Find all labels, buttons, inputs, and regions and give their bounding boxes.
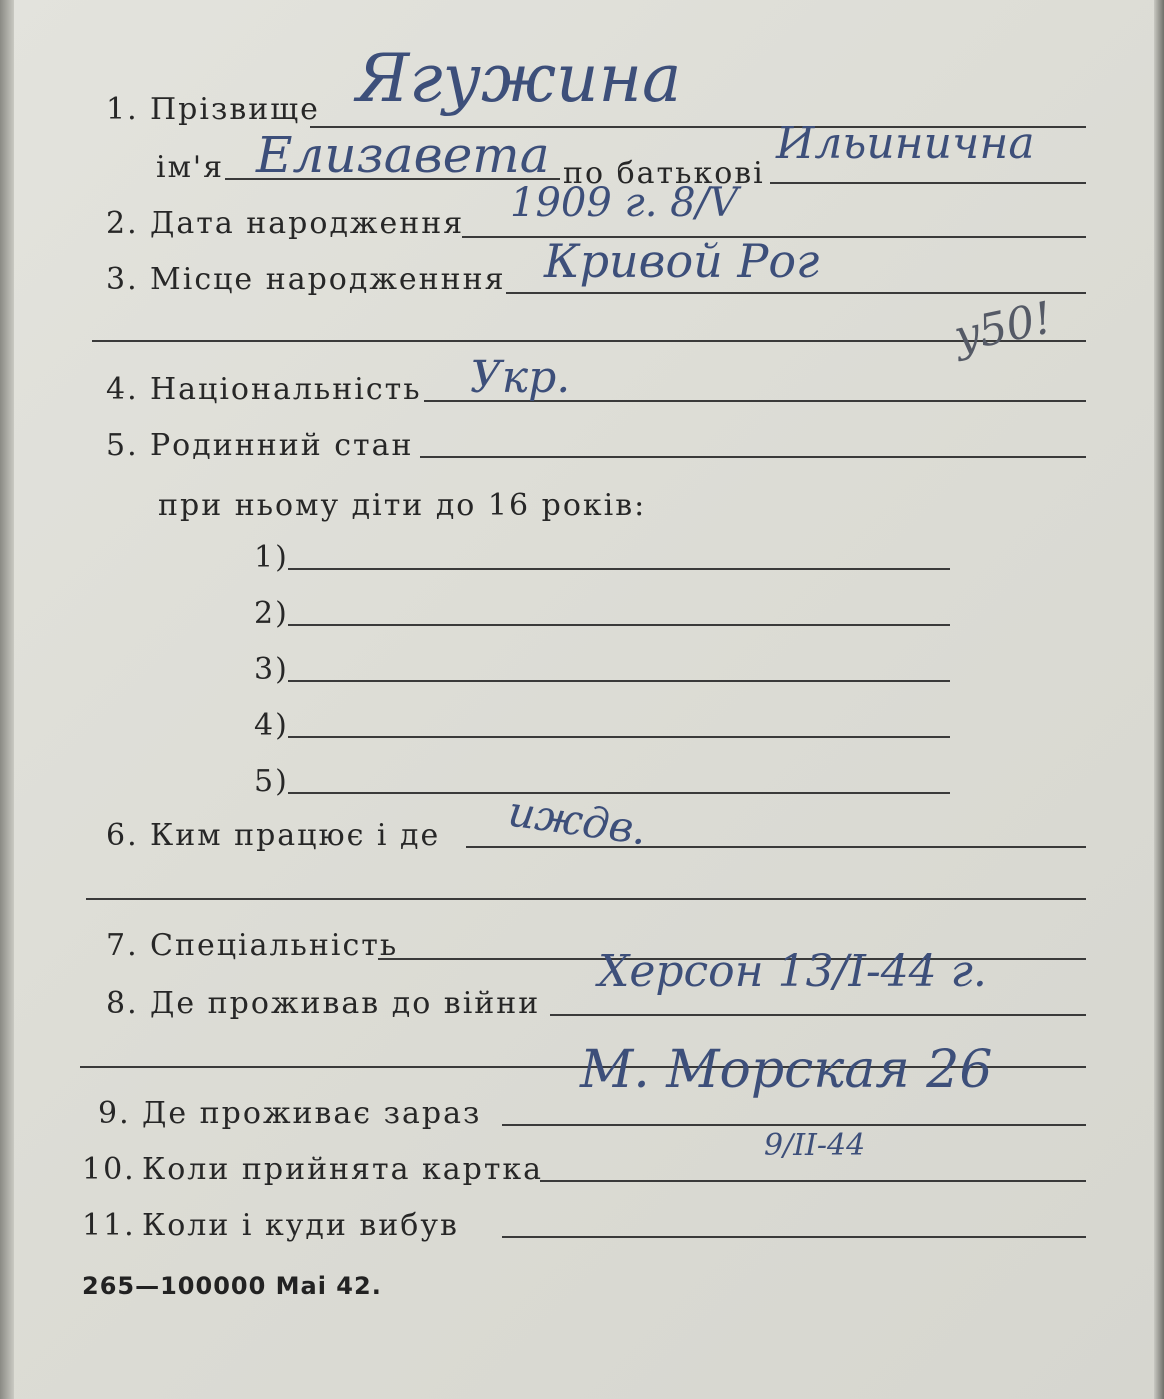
field-2-number: 2. [106, 206, 139, 241]
child-3-number: 3) [254, 652, 289, 687]
field-3-number: 3. [106, 262, 139, 297]
print-run-footer: 265—100000 Mai 42. [82, 1272, 382, 1300]
birth-date-value: 1909 г. 8/V [510, 180, 738, 226]
card-date-line [540, 1180, 1086, 1182]
field-9-number: 9. [98, 1096, 131, 1131]
margin-note: y50! [949, 292, 1057, 363]
departure-line [502, 1236, 1086, 1238]
occupation-line [466, 846, 1086, 848]
child-5-line [288, 792, 950, 794]
prewar-residence-value: Херсон 13/I-44 г. [598, 946, 987, 997]
occupation-label: Ким працює і де [150, 818, 441, 853]
birth-place-label: Місце народженння [150, 262, 506, 297]
field-5-number: 5. [106, 428, 139, 463]
birth-place-value: Кривой Рог [544, 234, 820, 288]
birth-place-line-2 [92, 340, 1086, 342]
surname-label: Прізвище [150, 92, 320, 127]
children-label: при ньому діти до 16 років: [158, 488, 647, 523]
child-4-number: 4) [254, 708, 289, 743]
field-10-number: 10. [82, 1152, 136, 1187]
occupation-line-2 [86, 898, 1086, 900]
marital-status-label: Родинний стан [150, 428, 414, 463]
child-2-line [288, 624, 950, 626]
field-6-number: 6. [106, 818, 139, 853]
departure-label: Коли і куди вибув [142, 1208, 459, 1243]
birth-date-label: Дата народження [150, 206, 465, 241]
patronymic-value: Ильинична [776, 118, 1035, 169]
patronymic-line [770, 182, 1086, 184]
first-name-label: ім'я [156, 150, 225, 185]
child-1-number: 1) [254, 540, 289, 575]
card-date-value: 9/II-44 [764, 1128, 866, 1163]
child-2-number: 2) [254, 596, 289, 631]
field-7-number: 7. [106, 928, 139, 963]
first-name-value: Елизавета [256, 126, 550, 184]
field-1-number: 1. [106, 92, 139, 127]
occupation-value: иждв. [505, 786, 650, 855]
specialty-label: Спеціальність [150, 928, 399, 963]
birth-place-line [506, 292, 1086, 294]
current-residence-line [502, 1124, 1086, 1126]
marital-status-line [420, 456, 1086, 458]
current-residence-value: М. Морская 26 [580, 1040, 993, 1100]
child-5-number: 5) [254, 764, 289, 799]
current-residence-label: Де проживає зараз [142, 1096, 482, 1131]
patronymic-label: по батькові [563, 156, 765, 191]
prewar-residence-line [550, 1014, 1086, 1016]
nationality-value: Укр. [470, 352, 571, 403]
child-1-line [288, 568, 950, 570]
left-edge-shadow [0, 0, 14, 1399]
field-11-number: 11. [82, 1208, 136, 1243]
child-4-line [288, 736, 950, 738]
child-3-line [288, 680, 950, 682]
nationality-label: Національність [150, 372, 422, 407]
field-8-number: 8. [106, 986, 139, 1021]
surname-value: Ягужина [356, 40, 682, 117]
prewar-residence-label: Де проживав до війни [150, 986, 541, 1021]
field-4-number: 4. [106, 372, 139, 407]
right-edge-shadow [1154, 0, 1164, 1399]
card-date-label: Коли прийнята картка [142, 1152, 544, 1187]
